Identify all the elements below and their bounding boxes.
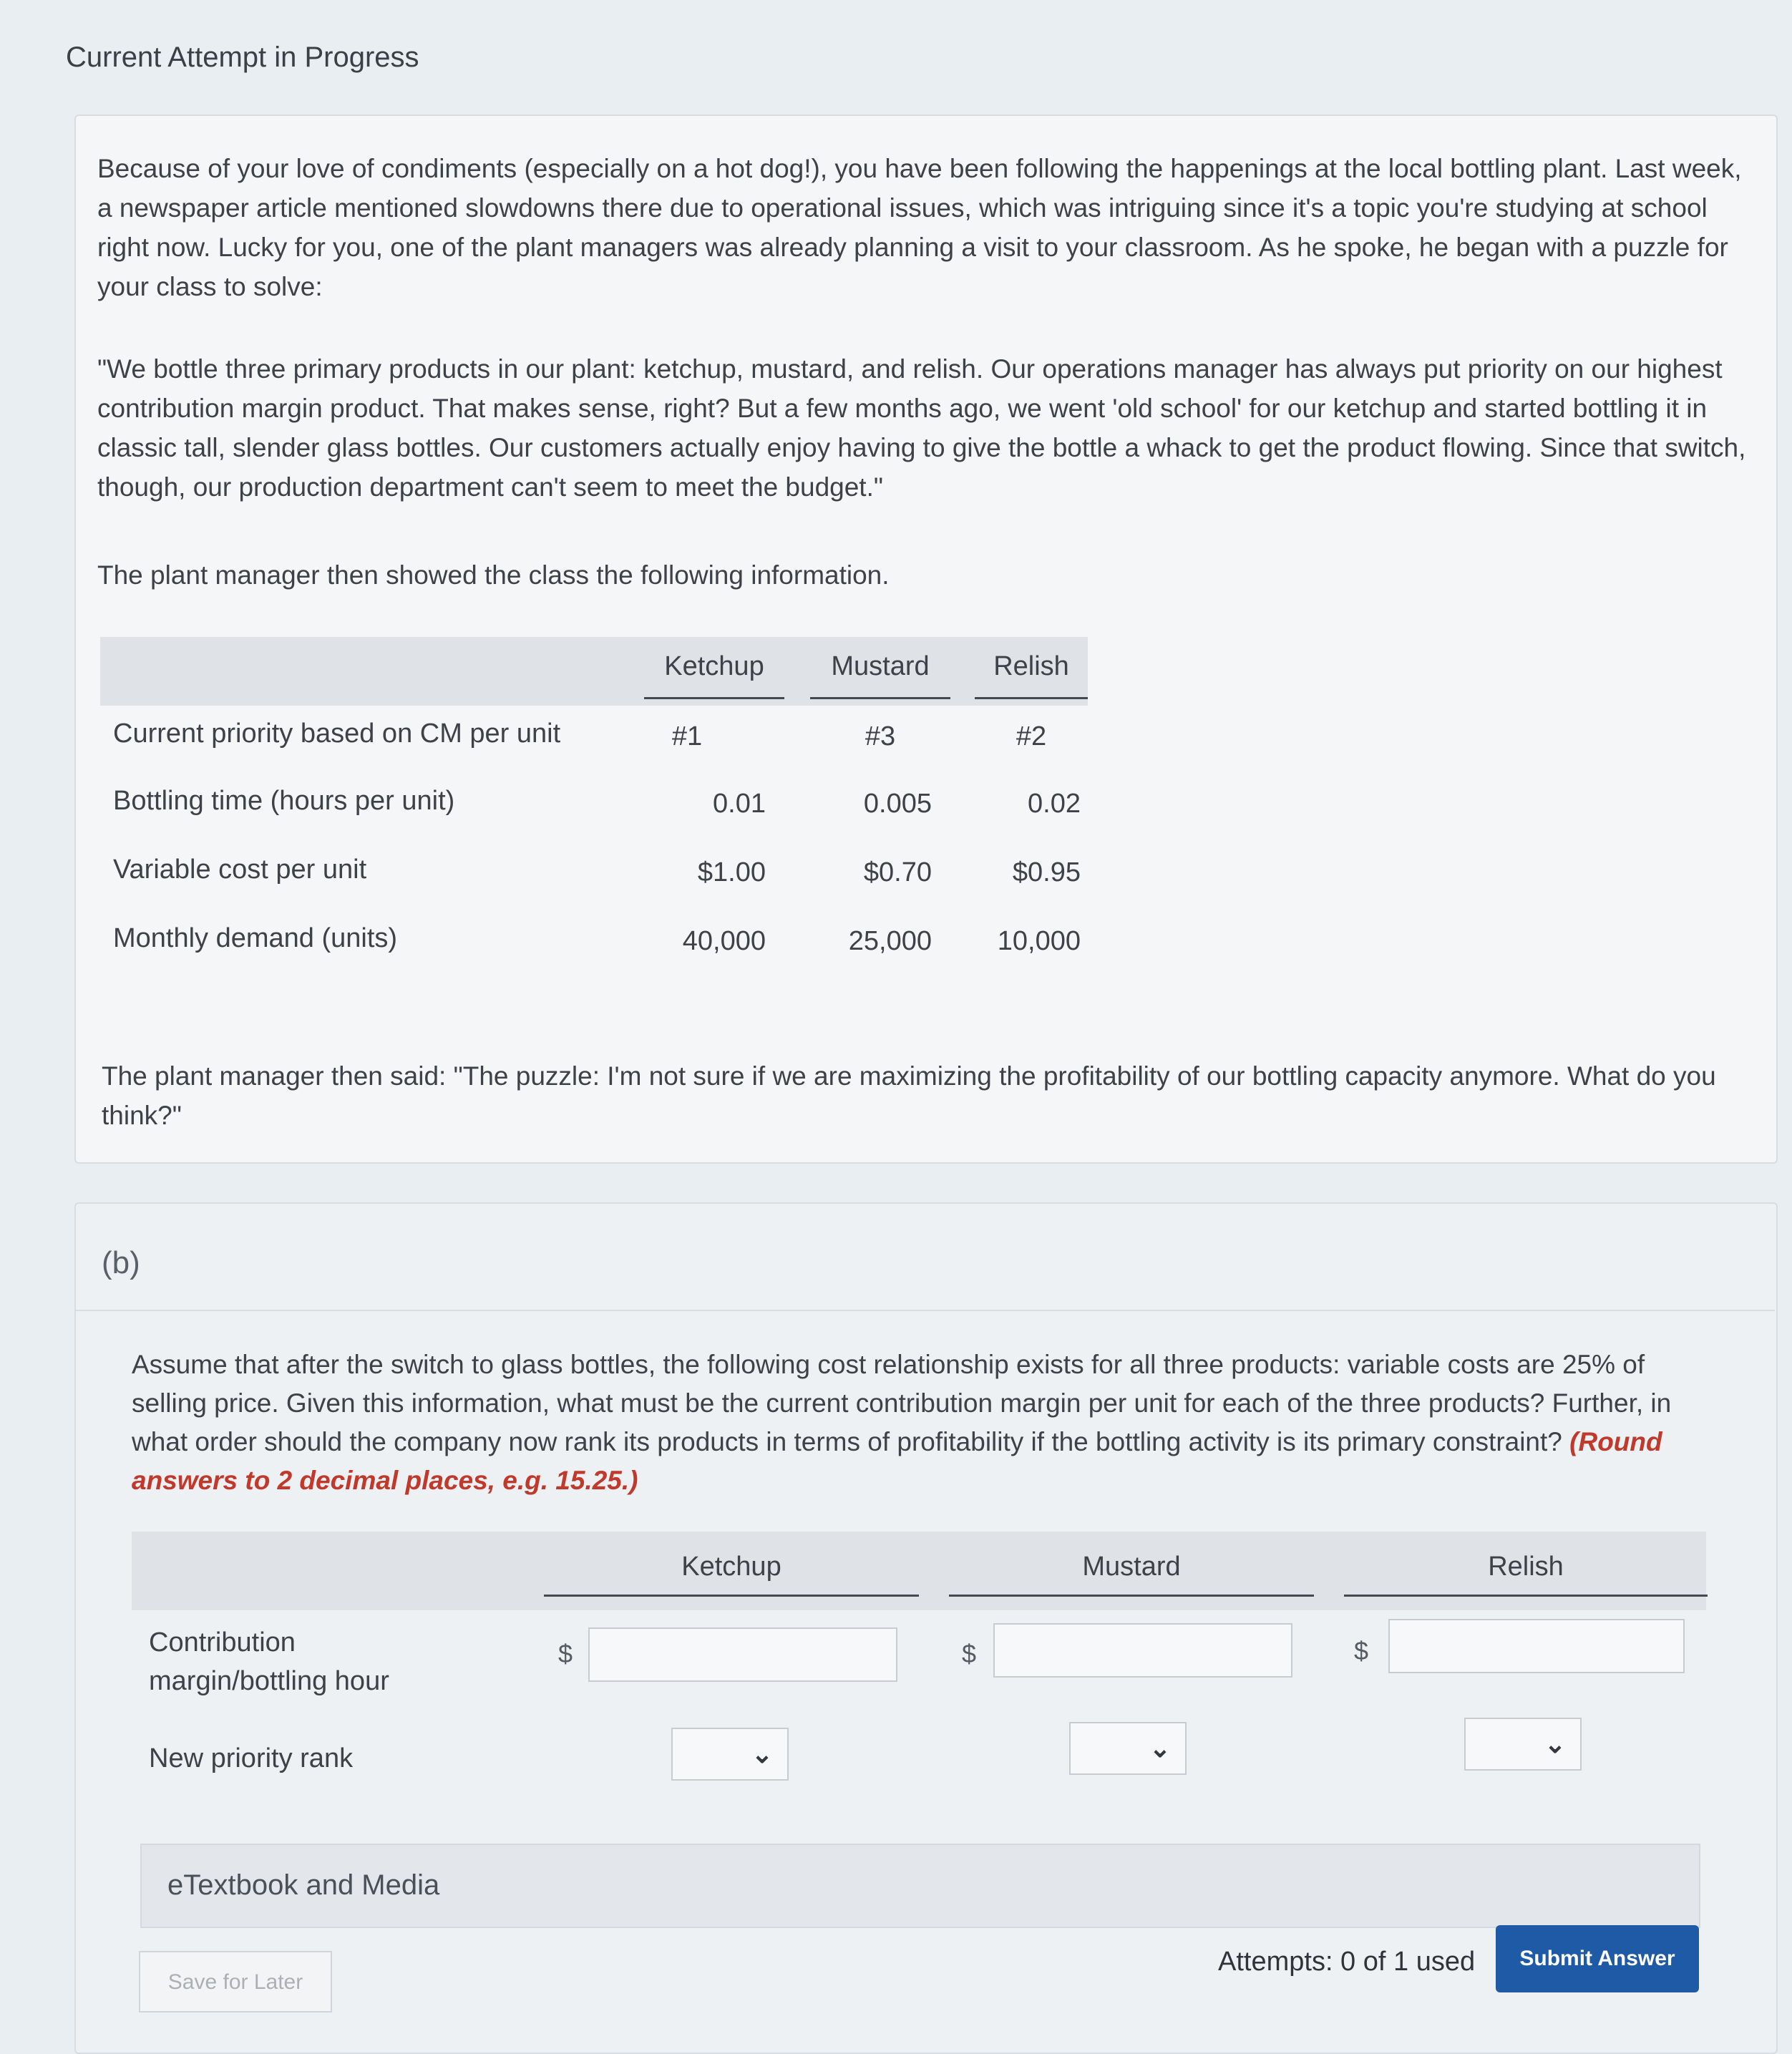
row-label-bottling-time: Bottling time (hours per unit): [113, 786, 455, 816]
cell-mustard-priority: #3: [865, 721, 896, 751]
cm-mustard-input[interactable]: [993, 1623, 1292, 1678]
rank-ketchup-select[interactable]: [671, 1728, 789, 1781]
chevron-down-icon: ⌄: [751, 1739, 773, 1768]
currency-mustard: $: [962, 1639, 977, 1668]
cell-ketchup-priority: #1: [671, 721, 703, 751]
col-head-mustard: Mustard: [810, 651, 950, 699]
cm-ketchup-input[interactable]: [588, 1627, 897, 1682]
col-head-ketchup: Ketchup: [644, 651, 784, 699]
cell-relish-monthly-demand: 10,000: [997, 926, 1081, 956]
problem-quote: "We bottle three primary products in our plant: ketchup, mustard, and relish. Our operations manager has always put priority on our highest contribution margin product. That makes sense, right? But a few months ago, we went 'old school' for our ketchup and started bottling it in classic tall, slender glass bottles. Our customers actually enjoy having to give the bottle a whack to get the product flowing. Since that switch, though, our production department can't seem to meet the budget.": [97, 354, 1746, 502]
rank-mustard-select[interactable]: [1069, 1722, 1187, 1775]
cell-ketchup-bottling-time: 0.01: [713, 789, 766, 819]
cell-mustard-bottling-time: 0.005: [863, 789, 932, 819]
cell-mustard-variable-cost: $0.70: [863, 857, 932, 887]
save-for-later-button[interactable]: Save for Later: [139, 1951, 332, 2012]
row-label-priority: Current priority based on CM per unit: [113, 719, 561, 749]
currency-relish: $: [1354, 1636, 1369, 1665]
part-b-instruction: [132, 1345, 1706, 1500]
cell-mustard-monthly-demand: 25,000: [848, 926, 932, 956]
part-b-divider: [74, 1310, 1775, 1311]
submit-answer-button[interactable]: Submit Answer: [1496, 1925, 1699, 1992]
answer-col-head-relish: Relish: [1344, 1552, 1708, 1597]
cell-relish-bottling-time: 0.02: [1028, 789, 1081, 819]
problem-closing: The plant manager then said: "The puzzle: I'm not sure if we are maximizing the profitability of our bottling capacity anymore. What do you think?": [102, 1061, 1716, 1130]
cell-ketchup-variable-cost: $1.00: [697, 857, 766, 887]
chevron-down-icon: ⌄: [1149, 1733, 1171, 1763]
rank-relish-select[interactable]: [1464, 1718, 1582, 1771]
part-b-label: (b): [102, 1245, 140, 1280]
row-label-variable-cost: Variable cost per unit: [113, 855, 367, 885]
problem-intro: Because of your love of condiments (especially on a hot dog!), you have been following the happenings at the local bottling plant. Last week, a newspaper article mentioned slowdowns there due to operational issues, which was intriguing since it's a topic you're studying at school right now. Lucky for you, one of the plant managers was already planning a visit to your classroom. As he spoke, he began with a puzzle for your class to solve:: [97, 154, 1742, 301]
cell-ketchup-monthly-demand: 40,000: [682, 926, 766, 956]
cm-relish-input[interactable]: [1388, 1619, 1685, 1673]
cell-relish-variable-cost: $0.95: [1012, 857, 1081, 887]
row-label-cm-per-hour: Contribution margin/bottling hour: [149, 1627, 389, 1696]
etextbook-media-bar[interactable]: [140, 1844, 1700, 1928]
chevron-down-icon: ⌄: [1544, 1729, 1566, 1758]
col-head-relish: Relish: [975, 651, 1088, 699]
attempts-counter: Attempts: 0 of 1 used: [1218, 1947, 1476, 1977]
answer-col-head-ketchup: Ketchup: [544, 1552, 919, 1597]
etextbook-media-label: eTextbook and Media: [167, 1869, 440, 1901]
instruction-text: Assume that after the switch to glass bottles, the following cost relationship exists for all three products: variable costs are 25% of selling price. Given this information, what must be the current contribution margin per unit for each of the three products? Further, in what order should the company now rank its products in terms of profitability if the bottling activity is its primary constraint?: [132, 1350, 1672, 1456]
problem-lead-in: The plant manager then showed the class the following information.: [97, 560, 890, 590]
cell-relish-priority: #2: [1016, 721, 1047, 751]
row-label-monthly-demand: Monthly demand (units): [113, 923, 398, 953]
rounding-note: (Round answers to 2 decimal places, e.g. 15.25.): [132, 1427, 1662, 1495]
currency-ketchup: $: [558, 1639, 573, 1668]
page-title: Current Attempt in Progress: [66, 42, 419, 73]
answer-col-head-mustard: Mustard: [949, 1552, 1314, 1597]
row-label-new-priority-rank: New priority rank: [149, 1743, 354, 1773]
